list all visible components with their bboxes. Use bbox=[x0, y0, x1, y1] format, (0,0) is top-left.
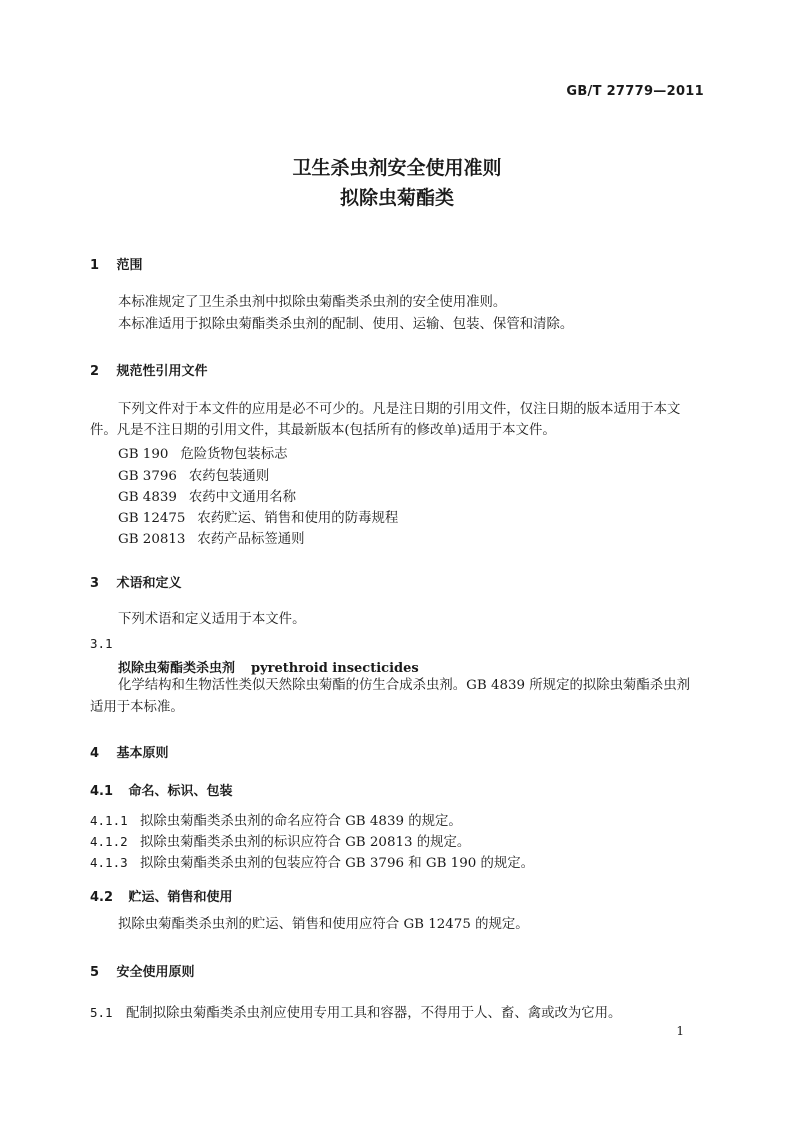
reference-code: GB 20813 bbox=[118, 532, 186, 547]
clause-4-2-heading bbox=[90, 886, 233, 905]
clause-4-1-heading bbox=[90, 780, 233, 799]
clause-3-1-number bbox=[90, 636, 126, 652]
clause-number: 5.1 bbox=[90, 1005, 113, 1020]
section-number: 1 bbox=[90, 258, 100, 273]
section-title: 基本原则 bbox=[116, 746, 169, 761]
section-4-heading bbox=[90, 742, 169, 761]
section-number: 2 bbox=[90, 364, 100, 379]
term-definition-line-1: 化学结构和生物活性类似天然除虫菊酯的仿生合成杀虫剂。GB 4839 所规定的拟除虫菊酯杀虫剂 bbox=[118, 678, 690, 693]
document-subtitle: 拟除虫菊酯类 bbox=[339, 187, 454, 209]
clause-number: 4.1.3 bbox=[90, 855, 128, 870]
clause-number: 4.1 bbox=[90, 784, 114, 799]
term-entry bbox=[118, 657, 419, 676]
reference-title: 农药贮运、销售和使用的防毒规程 bbox=[197, 511, 399, 526]
clause-text: 拟除虫菊酯类杀虫剂的标识应符合 GB 20813 的规定。 bbox=[140, 835, 471, 850]
clause-number: 4.1.1 bbox=[90, 813, 128, 828]
term-definition-line-2: 适用于本标准。 bbox=[90, 700, 184, 715]
term-english: pyrethroid insecticides bbox=[251, 661, 419, 676]
reference-code: GB 3796 bbox=[118, 469, 177, 484]
reference-code: GB 190 bbox=[118, 447, 169, 462]
reference-title: 农药中文通用名称 bbox=[188, 490, 296, 505]
term-chinese: 拟除虫菊酯类杀虫剂 bbox=[118, 661, 236, 676]
section-5-heading bbox=[90, 961, 195, 980]
standard-code: GB/T 27779—2011 bbox=[566, 84, 704, 99]
section-1-paragraph-1: 本标准规定了卫生杀虫剂中拟除虫菊酯类杀虫剂的安全使用准则。 bbox=[118, 295, 507, 310]
section-3-paragraph: 下列术语和定义适用于本文件。 bbox=[118, 612, 306, 627]
clause-text: 配制拟除虫菊酯类杀虫剂应使用专用工具和容器，不得用于人、畜、禽或改为它用。 bbox=[126, 1006, 622, 1021]
clause-text: 拟除虫菊酯类杀虫剂的包装应符合 GB 3796 和 GB 190 的规定。 bbox=[140, 856, 535, 871]
section-2-paragraph-line-1: 下列文件对于本文件的应用是必不可少的。凡是注日期的引用文件，仅注日期的版本适用于本文 bbox=[118, 402, 681, 417]
normative-reference bbox=[118, 443, 287, 462]
section-number: 4 bbox=[90, 746, 100, 761]
clause-title: 命名、标识、包装 bbox=[128, 784, 233, 799]
normative-reference bbox=[118, 486, 296, 505]
page-number: 1 bbox=[676, 1024, 684, 1038]
clause-5-1 bbox=[90, 1002, 621, 1021]
clause-title: 贮运、销售和使用 bbox=[128, 890, 233, 905]
section-1-heading bbox=[90, 254, 143, 273]
clause-text: 拟除虫菊酯类杀虫剂的命名应符合 GB 4839 的规定。 bbox=[140, 814, 462, 829]
section-number: 5 bbox=[90, 965, 100, 980]
clause-4-1-2 bbox=[90, 831, 470, 850]
section-2-heading bbox=[90, 360, 208, 379]
normative-reference bbox=[118, 465, 269, 484]
reference-code: GB 12475 bbox=[118, 511, 186, 526]
section-title: 范围 bbox=[116, 258, 143, 273]
normative-reference bbox=[118, 528, 305, 547]
reference-title: 农药包装通则 bbox=[188, 469, 270, 484]
section-title: 安全使用原则 bbox=[116, 965, 195, 980]
clause-number: 4.2 bbox=[90, 890, 114, 905]
clause-4-1-1 bbox=[90, 810, 462, 829]
section-title: 术语和定义 bbox=[116, 576, 182, 591]
reference-title: 农药产品标签通则 bbox=[197, 532, 305, 547]
section-1-paragraph-2: 本标准适用于拟除虫菊酯类杀虫剂的配制、使用、运输、包装、保管和清除。 bbox=[118, 317, 574, 332]
section-2-paragraph-line-2: 件。凡是不注日期的引用文件，其最新版本(包括所有的修改单)适用于本文件。 bbox=[90, 423, 556, 438]
section-title: 规范性引用文件 bbox=[116, 364, 208, 379]
clause-4-2-text: 拟除虫菊酯类杀虫剂的贮运、销售和使用应符合 GB 12475 的规定。 bbox=[118, 917, 529, 932]
clause-number: 3.1 bbox=[90, 636, 113, 651]
reference-code: GB 4839 bbox=[118, 490, 177, 505]
clause-number: 4.1.2 bbox=[90, 834, 128, 849]
section-number: 3 bbox=[90, 576, 100, 591]
normative-reference bbox=[118, 507, 398, 526]
clause-4-1-3 bbox=[90, 852, 534, 871]
section-3-heading bbox=[90, 572, 182, 591]
document-title: 卫生杀虫剂安全使用准则 bbox=[292, 157, 502, 179]
reference-title: 危险货物包装标志 bbox=[180, 447, 288, 462]
